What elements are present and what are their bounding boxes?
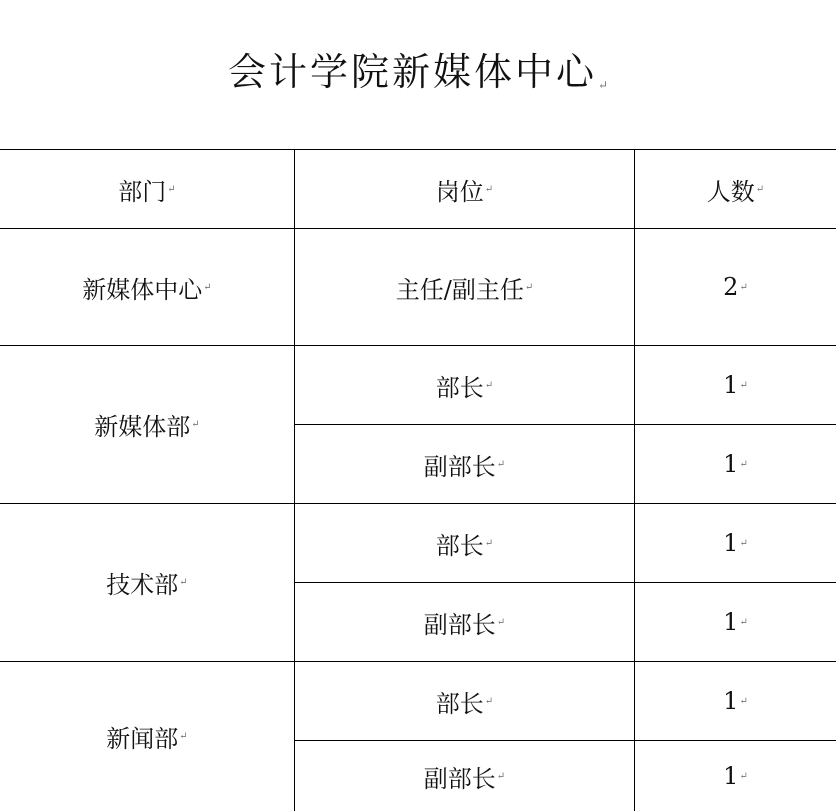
paragraph-mark-icon: ↵	[484, 695, 494, 707]
paragraph-mark-icon: ↵	[755, 183, 765, 195]
department-cell	[0, 229, 295, 346]
count-value: 1	[723, 762, 739, 790]
paragraph-mark-icon: ↵	[496, 770, 506, 782]
count-value: 1	[723, 371, 739, 399]
paragraph-mark-icon: ↵	[179, 731, 188, 742]
positions-table	[0, 149, 836, 810]
paragraph-mark-icon: ↵	[524, 281, 534, 293]
position-cell	[295, 229, 635, 346]
paragraph-mark-icon: ↵	[739, 770, 748, 782]
count-cell	[635, 583, 836, 662]
position-name: 部长	[435, 531, 484, 560]
position-name: 副部长	[423, 764, 496, 793]
header-department	[0, 150, 295, 229]
header-count-label: 人数	[706, 177, 755, 206]
paragraph-mark-icon: ↵	[739, 379, 748, 391]
header-position	[295, 150, 635, 229]
department-name: 新闻部	[106, 725, 179, 753]
position-cell	[295, 741, 635, 811]
paragraph-mark-icon: ↵	[739, 695, 748, 707]
count-cell	[635, 741, 836, 811]
paragraph-mark-icon: ↵	[496, 458, 506, 470]
paragraph-mark-icon: ↵	[179, 577, 188, 588]
paragraph-mark-icon: ↵	[484, 379, 494, 391]
position-name: 副部长	[423, 610, 496, 639]
count-value: 1	[723, 450, 739, 478]
paragraph-mark-icon: ↵	[484, 183, 494, 195]
department-name: 新媒体中心	[82, 275, 203, 304]
count-cell	[635, 662, 836, 741]
position-name: 部长	[435, 689, 484, 718]
count-cell	[635, 229, 836, 346]
position-cell	[295, 662, 635, 741]
position-cell	[295, 425, 635, 504]
position-name: 部长	[435, 373, 484, 402]
count-value: 1	[723, 608, 739, 636]
position-cell	[295, 583, 635, 662]
header-position-label: 岗位	[435, 177, 484, 206]
department-cell	[0, 346, 295, 504]
department-name: 新媒体部	[94, 413, 191, 441]
paragraph-mark-icon: ↵	[739, 537, 748, 549]
paragraph-mark-icon: ↵	[739, 281, 748, 293]
position-cell	[295, 346, 635, 425]
count-cell	[635, 346, 836, 425]
header-count	[635, 150, 836, 229]
paragraph-mark-icon: ↵	[191, 419, 200, 430]
count-value: 2	[723, 273, 739, 301]
paragraph-mark-icon: ↵	[484, 537, 494, 549]
count-cell	[635, 504, 836, 583]
count-cell	[635, 425, 836, 504]
paragraph-mark-icon: ↵	[496, 616, 506, 628]
paragraph-mark-icon: ↵	[739, 458, 748, 470]
department-cell	[0, 662, 295, 811]
paragraph-mark-icon: ↵	[739, 616, 748, 628]
document-title	[0, 44, 836, 113]
position-name: 副部长	[423, 452, 496, 481]
document-title-text: 会计学院新媒体中心	[227, 50, 597, 94]
count-value: 1	[723, 529, 739, 557]
department-name: 技术部	[106, 571, 179, 599]
paragraph-mark-icon: ↵	[203, 281, 212, 293]
position-name: 主任/副主任	[395, 275, 524, 304]
paragraph-mark-icon: ↵	[167, 183, 176, 195]
header-department-label: 部门	[118, 177, 167, 206]
position-cell	[295, 504, 635, 583]
count-value: 1	[723, 687, 739, 715]
paragraph-mark-icon: ↵	[597, 78, 609, 92]
department-cell	[0, 504, 295, 662]
